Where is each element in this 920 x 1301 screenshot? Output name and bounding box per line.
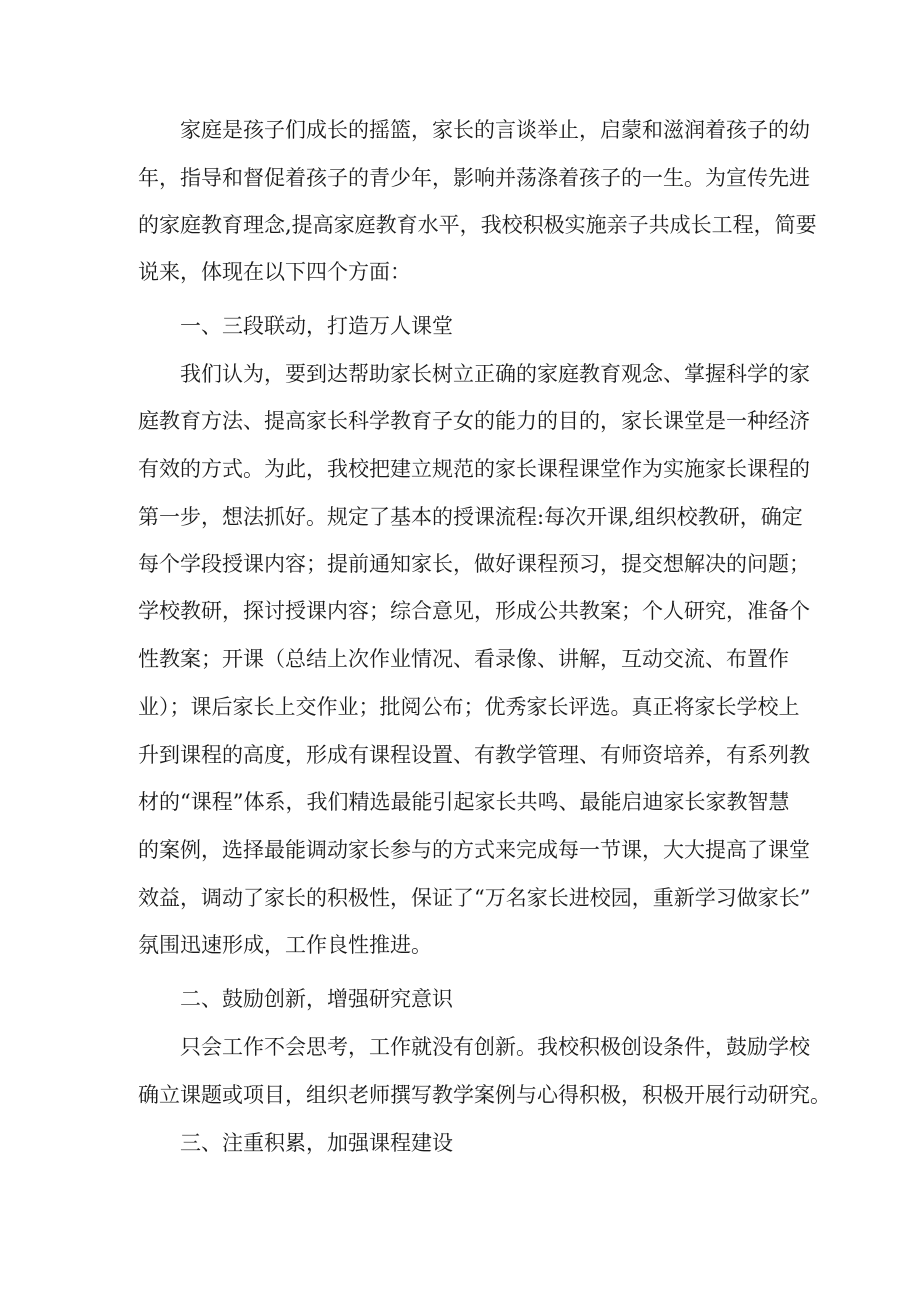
paragraph-2-line-3: 有效的方式。为此，我校把建立规范的家长课程课堂作为实施家长课程的	[138, 457, 810, 481]
paragraph-1-line-4: 说来，体现在以下四个方面：	[138, 260, 411, 284]
paragraph-1-line-2: 年，指导和督促着孩子的青少年，影响并荡涤着孩子的一生。为宣传先进	[138, 166, 810, 190]
section-heading-3: 三、注重积累，加强课程建设	[180, 1131, 453, 1155]
paragraph-1-line-3: 的家庭教育理念,提高家庭教育水平，我校积极实施亲子共成长工程，简要	[138, 213, 817, 237]
paragraph-2-line-5: 每个学段授课内容；提前通知家长，做好课程预习，提交想解决的问题；	[138, 552, 810, 576]
paragraph-1-line-1: 家庭是孩子们成长的摇篮，家长的言谈举止，启蒙和滋润着孩子的幼	[180, 118, 810, 142]
paragraph-2-line-2: 庭教育方法、提高家长科学教育子女的能力的目的，家长课堂是一种经济	[138, 409, 810, 433]
paragraph-2-line-12: 效益，调动了家长的积极性，保证了“万名家长进校园，重新学习做家长”	[138, 886, 811, 910]
paragraph-2-line-9: 升到课程的高度，形成有课程设置、有教学管理、有师资培养，有系列教	[138, 743, 810, 767]
section-heading-1: 一、三段联动，打造万人课堂	[180, 314, 453, 338]
paragraph-2-line-4: 第一步，想法抓好。规定了基本的授课流程:每次开课,组织校教研，确定	[138, 505, 803, 529]
paragraph-3-line-2: 确立课题或项目，组织老师撰写教学案例与心得积极，积极开展行动研究。	[138, 1083, 831, 1107]
paragraph-2-line-1: 我们认为，要到达帮助家长树立正确的家庭教育观念、掌握科学的家	[180, 362, 810, 386]
paragraph-2-line-7: 性教案；开课（总结上次作业情况、看录像、讲解，互动交流、布置作	[138, 647, 789, 671]
paragraph-2-line-6: 学校教研，探讨授课内容；综合意见，形成公共教案；个人研究，准备个	[138, 599, 810, 623]
paragraph-2-line-11: 的案例，选择最能调动家长参与的方式来完成每一节课，大大提高了课堂	[138, 838, 810, 862]
paragraph-2-line-13: 氛围迅速形成，工作良性推进。	[138, 933, 432, 957]
paragraph-2-line-10: 材的“课程”体系，我们精选最能引起家长共鸣、最能启迪家长家教智慧	[138, 790, 790, 814]
section-heading-2: 二、鼓励创新，增强研究意识	[180, 987, 453, 1011]
paragraph-3-line-1: 只会工作不会思考，工作就没有创新。我校积极创设条件，鼓励学校	[180, 1035, 810, 1059]
paragraph-2-line-8: 业）；课后家长上交作业；批阅公布；优秀家长评选。真正将家长学校上	[138, 695, 800, 719]
